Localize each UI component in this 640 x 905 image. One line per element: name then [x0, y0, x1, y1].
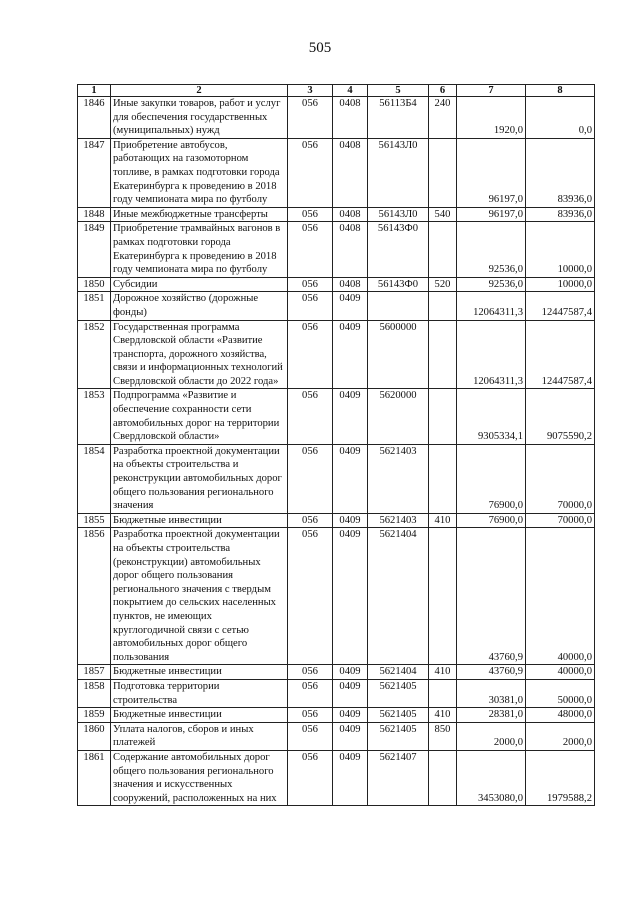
amount-year-2: 10000,0 — [526, 222, 595, 277]
row-name: Субсидии — [111, 277, 288, 292]
row-name: Дорожное хозяйство (дорожные фонды) — [111, 292, 288, 320]
row-number: 1850 — [78, 277, 111, 292]
row-number: 1855 — [78, 513, 111, 528]
section-code: 0409 — [333, 389, 368, 444]
expense-type-code — [429, 138, 457, 207]
admin-code: 056 — [288, 444, 333, 513]
header-row — [78, 85, 595, 97]
amount-year-2: 70000,0 — [526, 513, 595, 528]
row-name: Подпрограмма «Развитие и обеспечение сохранности сети автомобильных дорог на территории Свердловской области» — [111, 389, 288, 444]
amount-year-1: 76900,0 — [457, 444, 526, 513]
row-number: 1853 — [78, 389, 111, 444]
row-name: Государственная программа Свердловской области «Развитие транспорта, дорожного хозяйства, связи и информационных технологий Свердловской области до 2022 года» — [111, 320, 288, 389]
amount-year-2: 12447587,4 — [526, 320, 595, 389]
expense-type-code: 240 — [429, 97, 457, 139]
admin-code: 056 — [288, 722, 333, 750]
section-code: 0409 — [333, 665, 368, 680]
row-number: 1857 — [78, 665, 111, 680]
row-number: 1851 — [78, 292, 111, 320]
admin-code: 056 — [288, 665, 333, 680]
amount-year-1: 76900,0 — [457, 513, 526, 528]
table-row — [78, 665, 595, 680]
amount-year-1: 43760,9 — [457, 528, 526, 665]
row-name: Иные закупки товаров, работ и услуг для обеспечения государственных (муниципальных) нужд — [111, 97, 288, 139]
admin-code: 056 — [288, 389, 333, 444]
target-code: 5621407 — [368, 750, 429, 805]
admin-code: 056 — [288, 97, 333, 139]
amount-year-2: 83936,0 — [526, 138, 595, 207]
section-code: 0409 — [333, 750, 368, 805]
row-name: Бюджетные инвестиции — [111, 708, 288, 723]
target-code: 5620000 — [368, 389, 429, 444]
table-row — [78, 708, 595, 723]
amount-year-1: 28381,0 — [457, 708, 526, 723]
target-code: 56113Б4 — [368, 97, 429, 139]
header-cell: 8 — [526, 85, 595, 97]
amount-year-2: 2000,0 — [526, 722, 595, 750]
target-code: 56143Ф0 — [368, 277, 429, 292]
expense-type-code — [429, 389, 457, 444]
row-name: Приобретение автобусов, работающих на газомоторном топливе, в рамках подготовки города Екатеринбурга к проведению в 2018 году чемпионата мира по футболу — [111, 138, 288, 207]
row-number: 1860 — [78, 722, 111, 750]
table-row — [78, 513, 595, 528]
expense-type-code: 410 — [429, 513, 457, 528]
header-cell: 1 — [78, 85, 111, 97]
table-row — [78, 97, 595, 139]
section-code: 0409 — [333, 444, 368, 513]
amount-year-2: 10000,0 — [526, 277, 595, 292]
target-code: 56143Л0 — [368, 207, 429, 222]
row-name: Разработка проектной документации на объекты строительства (реконструкции) автомобильных дорог общего пользования регионального значения с твердым покрытием до сельских населенных пунктов, не имеющих круглогодичной связи с сетью автомобильных дорог общего пользования — [111, 528, 288, 665]
row-number: 1847 — [78, 138, 111, 207]
table-row — [78, 138, 595, 207]
target-code — [368, 292, 429, 320]
header-cell: 7 — [457, 85, 526, 97]
header-cell: 4 — [333, 85, 368, 97]
amount-year-1: 92536,0 — [457, 222, 526, 277]
section-code: 0409 — [333, 528, 368, 665]
target-code: 5621405 — [368, 722, 429, 750]
section-code: 0409 — [333, 292, 368, 320]
row-number: 1848 — [78, 207, 111, 222]
header-cell: 6 — [429, 85, 457, 97]
amount-year-1: 12064311,3 — [457, 292, 526, 320]
amount-year-2: 1979588,2 — [526, 750, 595, 805]
target-code: 56143Ф0 — [368, 222, 429, 277]
amount-year-2: 0,0 — [526, 97, 595, 139]
amount-year-1: 12064311,3 — [457, 320, 526, 389]
amount-year-1: 30381,0 — [457, 679, 526, 707]
section-code: 0409 — [333, 513, 368, 528]
target-code: 5621405 — [368, 679, 429, 707]
row-name: Разработка проектной документации на объекты строительства и реконструкции автомобильных дорог общего пользования регионального значения — [111, 444, 288, 513]
table-row — [78, 222, 595, 277]
section-code: 0409 — [333, 679, 368, 707]
table-row — [78, 277, 595, 292]
amount-year-1: 2000,0 — [457, 722, 526, 750]
admin-code: 056 — [288, 138, 333, 207]
table-row — [78, 722, 595, 750]
row-number: 1849 — [78, 222, 111, 277]
table-row — [78, 207, 595, 222]
section-code: 0408 — [333, 222, 368, 277]
section-code: 0408 — [333, 97, 368, 139]
page-number: 505 — [308, 40, 332, 56]
admin-code: 056 — [288, 513, 333, 528]
section-code: 0409 — [333, 708, 368, 723]
table-row — [78, 444, 595, 513]
expense-type-code — [429, 320, 457, 389]
table-row — [78, 679, 595, 707]
header-cell: 2 — [111, 85, 288, 97]
row-number: 1861 — [78, 750, 111, 805]
admin-code: 056 — [288, 750, 333, 805]
expense-type-code: 540 — [429, 207, 457, 222]
amount-year-1: 92536,0 — [457, 277, 526, 292]
row-number: 1856 — [78, 528, 111, 665]
row-name: Иные межбюджетные трансферты — [111, 207, 288, 222]
row-number: 1859 — [78, 708, 111, 723]
amount-year-1: 96197,0 — [457, 138, 526, 207]
section-code: 0408 — [333, 277, 368, 292]
expense-type-code — [429, 222, 457, 277]
target-code: 5621404 — [368, 665, 429, 680]
row-name: Приобретение трамвайных вагонов в рамках подготовки города Екатеринбурга к проведению в 2018 году чемпионата мира по футболу — [111, 222, 288, 277]
expense-type-code — [429, 679, 457, 707]
admin-code: 056 — [288, 320, 333, 389]
expense-type-code: 410 — [429, 665, 457, 680]
table-row — [78, 320, 595, 389]
row-name: Уплата налогов, сборов и иных платежей — [111, 722, 288, 750]
admin-code: 056 — [288, 277, 333, 292]
section-code: 0409 — [333, 320, 368, 389]
row-name: Бюджетные инвестиции — [111, 513, 288, 528]
amount-year-2: 83936,0 — [526, 207, 595, 222]
amount-year-2: 48000,0 — [526, 708, 595, 723]
amount-year-2: 12447587,4 — [526, 292, 595, 320]
row-number: 1846 — [78, 97, 111, 139]
expense-type-code — [429, 750, 457, 805]
target-code: 5600000 — [368, 320, 429, 389]
table-row — [78, 750, 595, 805]
expense-type-code: 520 — [429, 277, 457, 292]
target-code: 5621405 — [368, 708, 429, 723]
amount-year-1: 96197,0 — [457, 207, 526, 222]
amount-year-2: 40000,0 — [526, 528, 595, 665]
budget-table — [77, 84, 595, 806]
expense-type-code: 850 — [429, 722, 457, 750]
row-name: Подготовка территории строительства — [111, 679, 288, 707]
table-row — [78, 389, 595, 444]
amount-year-1: 9305334,1 — [457, 389, 526, 444]
admin-code: 056 — [288, 222, 333, 277]
target-code: 5621403 — [368, 513, 429, 528]
admin-code: 056 — [288, 292, 333, 320]
amount-year-1: 3453080,0 — [457, 750, 526, 805]
table-row — [78, 528, 595, 665]
admin-code: 056 — [288, 528, 333, 665]
row-number: 1854 — [78, 444, 111, 513]
expense-type-code — [429, 444, 457, 513]
row-number: 1852 — [78, 320, 111, 389]
section-code: 0408 — [333, 138, 368, 207]
amount-year-2: 70000,0 — [526, 444, 595, 513]
expense-type-code — [429, 292, 457, 320]
target-code: 56143Л0 — [368, 138, 429, 207]
target-code: 5621404 — [368, 528, 429, 665]
row-number: 1858 — [78, 679, 111, 707]
admin-code: 056 — [288, 207, 333, 222]
table-row — [78, 292, 595, 320]
header-cell: 3 — [288, 85, 333, 97]
amount-year-1: 43760,9 — [457, 665, 526, 680]
admin-code: 056 — [288, 708, 333, 723]
target-code: 5621403 — [368, 444, 429, 513]
admin-code: 056 — [288, 679, 333, 707]
amount-year-2: 50000,0 — [526, 679, 595, 707]
header-cell: 5 — [368, 85, 429, 97]
amount-year-1: 1920,0 — [457, 97, 526, 139]
amount-year-2: 40000,0 — [526, 665, 595, 680]
amount-year-2: 9075590,2 — [526, 389, 595, 444]
row-name: Содержание автомобильных дорог общего пользования регионального значения и искусственных сооружений, расположенных на них — [111, 750, 288, 805]
row-name: Бюджетные инвестиции — [111, 665, 288, 680]
section-code: 0409 — [333, 722, 368, 750]
expense-type-code — [429, 528, 457, 665]
section-code: 0408 — [333, 207, 368, 222]
expense-type-code: 410 — [429, 708, 457, 723]
